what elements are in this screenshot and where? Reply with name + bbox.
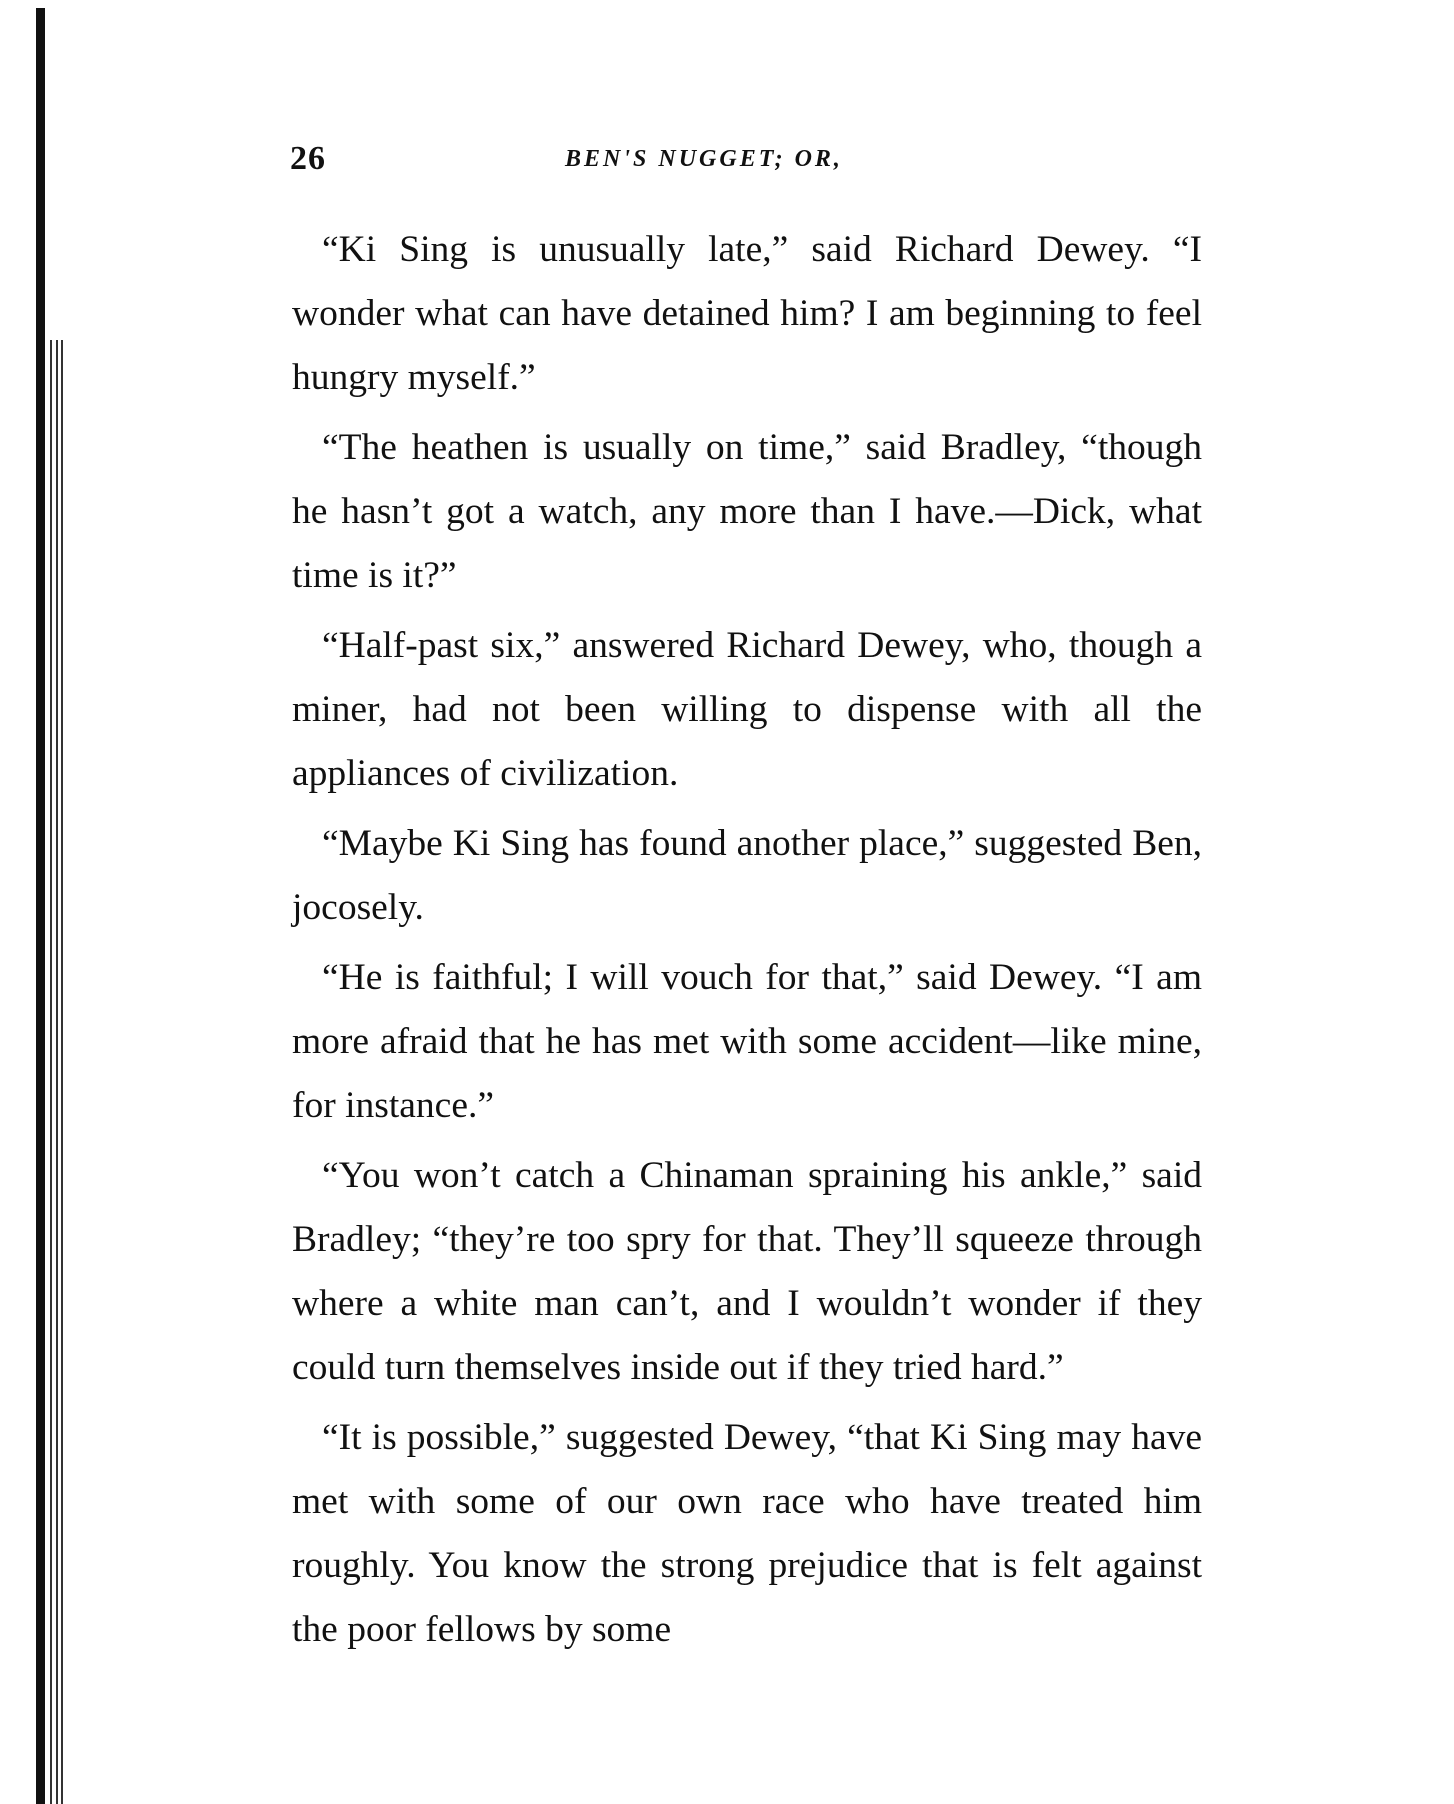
book-binding-edge — [0, 0, 70, 1804]
paragraph: “Ki Sing is unusually late,” said Richard Dewey. “I wonder what can have detained him? I am beginning to feel hungry myself.” — [292, 229, 1202, 398]
paragraph: “He is faithful; I will vouch for that,” said Dewey. “I am more afraid that he has met with some accident—like mine, for instance.” — [292, 957, 1202, 1126]
binding-thin-line — [50, 340, 52, 1804]
paragraph: “The heathen is usually on time,” said Bradley, “though he hasn’t got a watch, any more than I have.—Dick, what time is it?” — [292, 427, 1202, 596]
paragraph: “Maybe Ki Sing has found another place,” suggested Ben, jocosely. — [292, 823, 1202, 928]
binding-thin-line — [61, 340, 63, 1804]
binding-dark-stripe — [36, 8, 45, 1804]
paragraph: “Half-past six,” answered Richard Dewey, who, though a miner, had not been willing to dispense with all the appliances of civilization. — [292, 625, 1202, 794]
page-header — [290, 140, 1200, 190]
paragraph: “It is possible,” suggested Dewey, “that Ki Sing may have met with some of our own race who have treated him roughly. You know the strong prejudice that is felt against the poor fellows by some — [292, 1417, 1202, 1650]
body-text — [292, 218, 1202, 1668]
binding-thin-line — [56, 340, 58, 1804]
running-title: BEN'S NUGGET; OR, — [565, 146, 843, 172]
page-number: 26 — [290, 140, 326, 177]
paragraph: “You won’t catch a Chinaman spraining his ankle,” said Bradley; “they’re too spry for that. They’ll squeeze through where a white man can’t, and I wouldn’t wonder if they could turn themselves inside out if they tried hard.” — [292, 1155, 1202, 1388]
